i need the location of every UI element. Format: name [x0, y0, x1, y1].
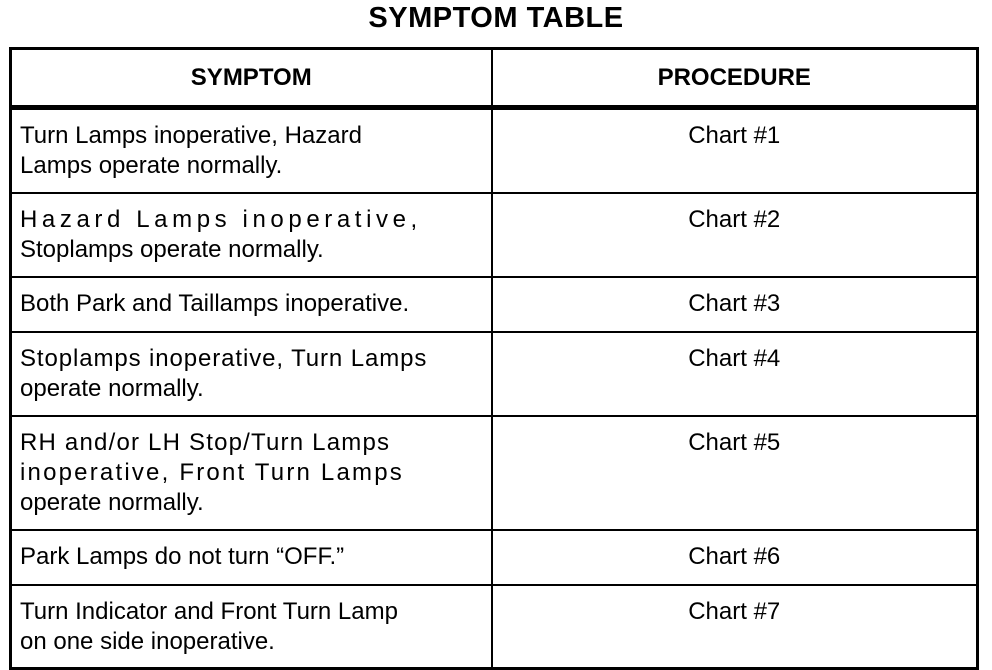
symptom-text-line: RH and/or LH Stop/Turn Lamps	[20, 429, 391, 456]
procedure-cell: Chart #6	[492, 530, 978, 585]
symptom-text-line: Stoplamps inoperative, Turn Lamps	[20, 345, 428, 372]
table-row	[11, 530, 978, 585]
symptom-cell	[11, 193, 492, 277]
procedure-cell: Chart #2	[492, 193, 978, 277]
symptom-text-line: Turn Lamps inoperative, Hazard	[20, 122, 362, 149]
symptom-text-line: on one side inoperative.	[20, 628, 275, 655]
symptom-text-line: operate normally.	[20, 375, 204, 402]
column-header-procedure: PROCEDURE	[492, 49, 978, 108]
symptom-cell	[11, 277, 492, 332]
symptom-table	[9, 47, 979, 670]
symptom-text-line: Park Lamps do not turn “OFF.”	[20, 543, 345, 570]
procedure-cell: Chart #4	[492, 332, 978, 416]
table-header-row	[11, 49, 978, 108]
page-title: SYMPTOM TABLE	[368, 2, 624, 34]
symptom-cell	[11, 416, 492, 530]
procedure-cell: Chart #7	[492, 585, 978, 669]
symptom-text-line: Hazard Lamps inoperative,	[20, 206, 422, 233]
table-row	[11, 108, 978, 194]
symptom-cell	[11, 332, 492, 416]
procedure-cell: Chart #3	[492, 277, 978, 332]
symptom-cell	[11, 530, 492, 585]
table-row	[11, 193, 978, 277]
symptom-text-line: Both Park and Taillamps inoperative.	[20, 290, 410, 317]
column-header-symptom: SYMPTOM	[11, 49, 492, 108]
symptom-text-line: Turn Indicator and Front Turn Lamp	[20, 598, 398, 625]
symptom-text-line: Lamps operate normally.	[20, 152, 283, 179]
procedure-cell: Chart #1	[492, 108, 978, 194]
procedure-cell: Chart #5	[492, 416, 978, 530]
symptom-text-line: Stoplamps operate normally.	[20, 236, 324, 263]
table-row	[11, 585, 978, 669]
table-row	[11, 416, 978, 530]
symptom-cell	[11, 108, 492, 194]
symptom-text-line: inoperative, Front Turn Lamps	[20, 459, 404, 486]
table-row	[11, 332, 978, 416]
table-row	[11, 277, 978, 332]
symptom-text-line: operate normally.	[20, 489, 204, 516]
symptom-cell	[11, 585, 492, 669]
